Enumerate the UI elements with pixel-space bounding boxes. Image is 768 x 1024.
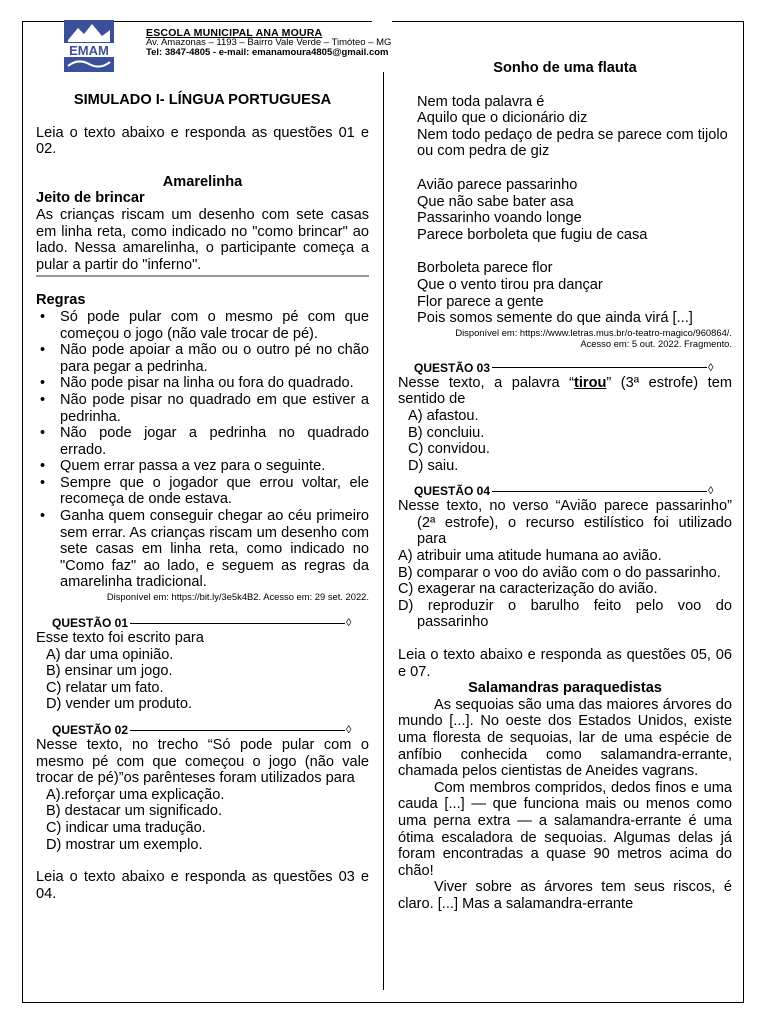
poem-line: Passarinho voando longe bbox=[417, 210, 582, 227]
poem-line: Nem toda palavra é bbox=[417, 93, 545, 110]
school-logo bbox=[64, 20, 114, 72]
q2-option-b[interactable]: B) destacar um significado. bbox=[46, 803, 223, 820]
intro-q5-q7: Leia o texto abaixo e responda as questões 05, 06 e 07. bbox=[398, 647, 732, 680]
text3-paragraph-3: Viver sobre as árvores tem seus riscos, é claro. [...] Mas a salamandra-errante bbox=[398, 879, 732, 912]
logo-text: EMAM bbox=[69, 43, 109, 58]
question-04-header: QUESTÃO 04 ◊ bbox=[414, 484, 714, 499]
poem-line: Nem todo pedaço de pedra se parece com tijolo ou com pedra de giz bbox=[417, 126, 728, 160]
q2-option-c[interactable]: C) indicar uma tradução. bbox=[46, 819, 206, 836]
list-item: • Ganha quem conseguir chegar ao céu primeiro sem errar. As crianças riscam um desenho com sete casas em linha reta, como indicado no "Como faz" ao lado, e seguem as regras da amarelinha tradicional. bbox=[60, 508, 369, 591]
q1-option-b[interactable]: B) ensinar um jogo. bbox=[46, 663, 173, 680]
q2-option-d[interactable]: D) mostrar um exemplo. bbox=[46, 836, 203, 853]
q3-option-b[interactable]: B) concluiu. bbox=[408, 424, 485, 441]
source-poem-access: Acesso em: 5 out. 2022. Fragmento. bbox=[580, 337, 732, 349]
poem-line: Que o vento tirou pra dançar bbox=[417, 276, 603, 293]
frame-gap bbox=[372, 18, 392, 24]
source-text1: Disponível em: https://bit.ly/3e5k4B2. Acesso em: 29 set. 2022. bbox=[106, 591, 369, 603]
poem-stanza-3 bbox=[398, 260, 732, 326]
q4-option-d[interactable]: D) reproduzir o barulho feito pelo voo do passarinho bbox=[398, 597, 732, 631]
question-03-header: QUESTÃO 03 ◊ bbox=[414, 360, 714, 375]
q2-option-a[interactable]: A).reforçar uma explicação. bbox=[46, 786, 225, 803]
question-04-stem: Nesse texto, no verso “Avião parece passarinho” (2ª estrofe), o recurso estilístico foi utilizado para bbox=[398, 498, 732, 548]
question-02-stem: Nesse texto, no trecho “Só pode pular com o mesmo pé com que começou o jogo (não vale trocar de pé)”os parênteses foram utilizados para bbox=[36, 737, 369, 787]
intro-q1-q2: Leia o texto abaixo e responda as questões 01 e 02. bbox=[36, 124, 369, 158]
question-01-header: QUESTÃO 01 ◊ bbox=[52, 616, 352, 631]
poem-line: Que não sabe bater asa bbox=[417, 193, 574, 210]
exam-title: SIMULADO I- LÍNGUA PORTUGUESA bbox=[73, 92, 332, 108]
q1-option-d[interactable]: D) vender um produto. bbox=[46, 696, 193, 713]
poem-line: Pois somos semente do que ainda virá [...] bbox=[417, 310, 693, 327]
poem-stanza-2 bbox=[398, 177, 732, 243]
intro-q3-q4: Leia o texto abaixo e responda as questões 03 e 04. bbox=[36, 869, 369, 902]
poem-line: Avião parece passarinho bbox=[417, 176, 578, 193]
school-name: ESCOLA MUNICIPAL ANA MOURA bbox=[146, 27, 323, 39]
q4-option-a[interactable]: A) atribuir uma atitude humana ao avião. bbox=[398, 548, 662, 565]
poem-line: Aquilo que o dicionário diz bbox=[417, 110, 588, 127]
column-divider bbox=[383, 72, 384, 990]
rules-title: Regras bbox=[36, 292, 86, 309]
school-info bbox=[146, 28, 391, 58]
poem-line: Parece borboleta que fugiu de casa bbox=[417, 226, 648, 243]
q1-option-a[interactable]: A) dar uma opinião. bbox=[46, 646, 174, 663]
rules-list bbox=[36, 309, 369, 591]
school-address: Av. Amazonas – 1193 – Bairro Vale Verde – Timóteo – MG bbox=[146, 37, 392, 48]
q3-option-a[interactable]: A) afastou. bbox=[408, 407, 479, 424]
left-column bbox=[36, 20, 392, 902]
text1-title: Amarelinha bbox=[162, 173, 243, 190]
poem-line: Flor parece a gente bbox=[417, 293, 544, 310]
text1-paragraph: As crianças riscam um desenho com sete casas em linha reta, como indicado no "como brincar" ao lado. Nessa amarelinha, o participante começa a pular a partir do "inferno". bbox=[36, 206, 369, 273]
question-04-label: QUESTÃO 04 bbox=[414, 484, 491, 499]
list-item: • Não pode jogar a pedrinha no quadrado errado. bbox=[60, 425, 369, 458]
text1-subtitle: Jeito de brincar bbox=[36, 190, 145, 207]
list-item: • Quem errar passa a vez para o seguinte. bbox=[60, 458, 369, 475]
list-item: • Não pode apoiar a mão ou o outro pé no chão para pegar a pedrinha. bbox=[60, 342, 369, 375]
poem-stanza-1 bbox=[398, 94, 732, 160]
question-01-stem: Esse texto foi escrito para bbox=[36, 630, 204, 647]
list-item: • Sempre que o jogador que errou voltar, ele recomeça de onde estava. bbox=[60, 475, 369, 508]
school-header bbox=[36, 20, 392, 80]
poem-line: Borboleta parece flor bbox=[417, 260, 553, 277]
list-item: • Só pode pular com o mesmo pé com que começou o jogo (não vale trocar de pé). bbox=[60, 309, 369, 342]
separator-line bbox=[36, 275, 369, 277]
question-03-label: QUESTÃO 03 bbox=[414, 360, 491, 375]
school-contact: Tel: 3847-4805 - e-mail: emanamoura4805@gmail.com bbox=[146, 47, 389, 58]
question-02-label: QUESTÃO 02 bbox=[52, 723, 129, 737]
q3-option-d[interactable]: D) saiu. bbox=[408, 457, 459, 474]
q4-option-b[interactable]: B) comparar o voo do avião com o do passarinho. bbox=[398, 564, 721, 581]
list-item: • Não pode pisar no quadrado em que estiver a pedrinha. bbox=[60, 392, 369, 425]
text3-paragraph-2: Com membros compridos, dedos finos e uma cauda [...] — que funciona mais ou menos como uma perna extra — a salamandra-errante é uma ótima escaladora de sequoias. Algumas delas já foram encontradas a quase 90 metros acima do chão! bbox=[398, 779, 732, 879]
list-item: • Não pode pisar na linha ou fora do quadrado. bbox=[60, 375, 369, 392]
question-03-stem: Nesse texto, a palavra “tirou” (3ª estrofe) tem sentido de bbox=[398, 374, 732, 408]
question-02-header: QUESTÃO 02 ◊ bbox=[52, 723, 352, 737]
question-01-label: QUESTÃO 01 bbox=[52, 616, 129, 631]
highlighted-word: tirou bbox=[573, 374, 607, 391]
q4-option-c[interactable]: C) exagerar na caracterização do avião. bbox=[398, 581, 658, 598]
text3-title: Salamandras paraquedistas bbox=[468, 680, 662, 697]
q3-option-c[interactable]: C) convidou. bbox=[408, 441, 490, 458]
text3-paragraph-1: As sequoias são uma das maiores árvores do mundo [...]. No oeste dos Estados Unidos, existe uma floresta de sequoias, lar de uma espécie de anfíbio conhecida como salamandra-errante, chamada pelos cientistas de Aneides vagrans. bbox=[398, 696, 732, 780]
source-poem-url: Disponível em: https://www.letras.mus.br/o-teatro-magico/960864/. bbox=[455, 326, 732, 338]
right-column bbox=[398, 60, 732, 913]
poem-title: Sonho de uma flauta bbox=[493, 60, 637, 76]
q1-option-c[interactable]: C) relatar um fato. bbox=[46, 679, 164, 696]
